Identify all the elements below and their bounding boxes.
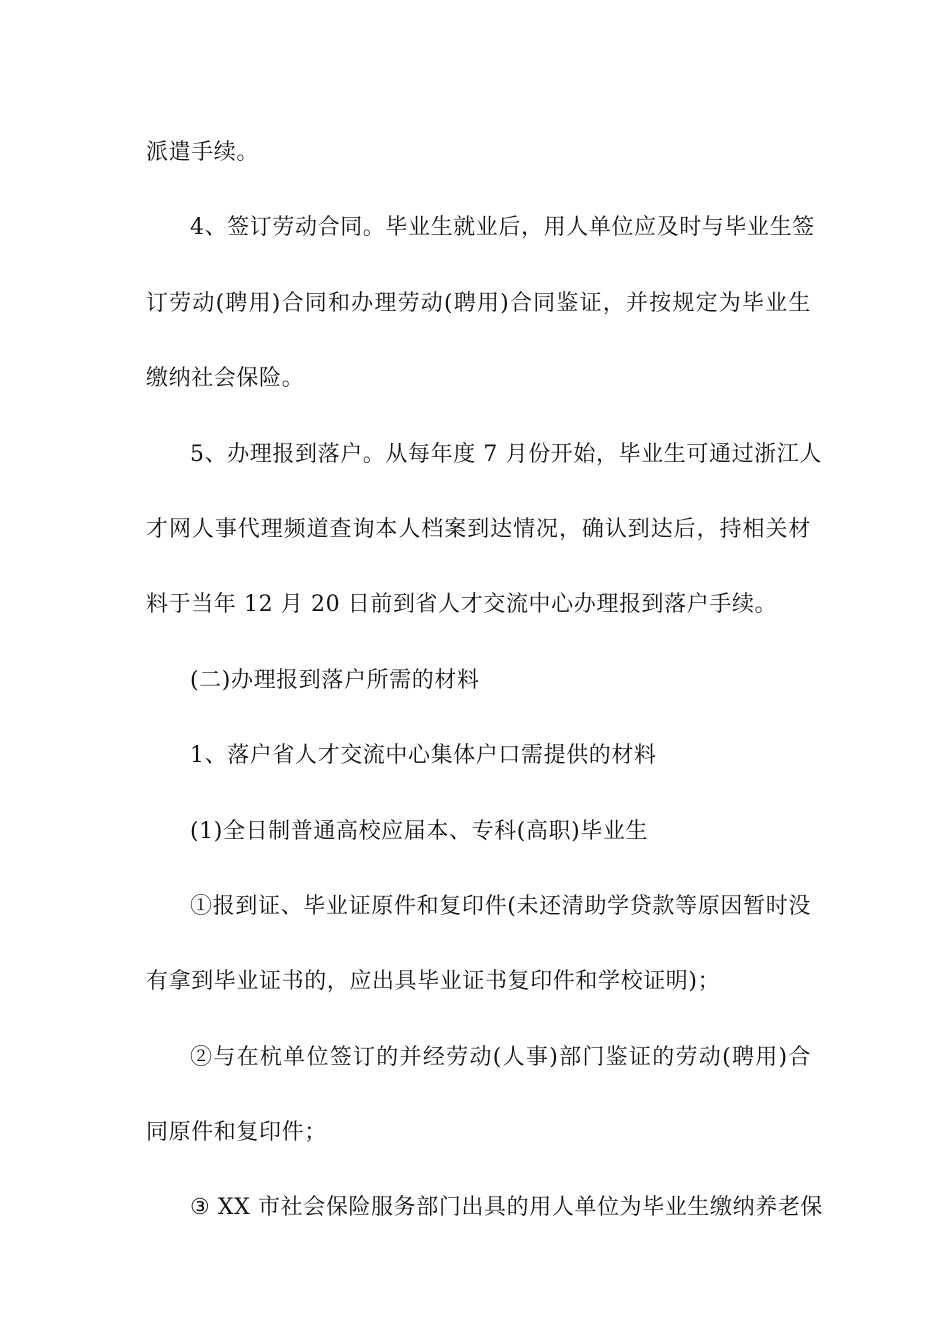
section-heading: (二)办理报到落户所需的材料 bbox=[190, 667, 480, 693]
subsection-heading: 1、落户省人才交流中心集体户口需提供的材料 bbox=[190, 743, 657, 769]
list-item: ①报到证、毕业证原件和复印件(未还清助学贷款等原因暂时没 bbox=[190, 893, 811, 919]
text-line: 派遣手续。 bbox=[146, 140, 260, 165]
text-line: 订劳动(聘用)合同和办理劳动(聘用)合同鉴证，并按规定为毕业生 bbox=[146, 290, 811, 316]
text-line: 才网人事代理频道查询本人档案到达情况，确认到达后，持相关材 bbox=[146, 516, 811, 542]
list-item: ②与在杭单位签订的并经劳动(人事)部门鉴证的劳动(聘用)合 bbox=[190, 1044, 811, 1070]
text-line: 缴纳社会保险。 bbox=[146, 366, 305, 392]
paragraph-registration: 5、办理报到落户。从每年度 7 月份开始，毕业生可通过浙江人 bbox=[190, 441, 822, 467]
text-line: 料于当年 12 月 20 日前到省人才交流中心办理报到落户手续。 bbox=[146, 592, 778, 618]
paragraph-signing-contract: 4、签订劳动合同。毕业生就业后，用人单位应及时与毕业生签 bbox=[190, 215, 815, 241]
list-item: ③ XX 市社会保险服务部门出具的用人单位为毕业生缴纳养老保 bbox=[190, 1195, 824, 1221]
document-body bbox=[146, 115, 824, 1246]
text-line: 同原件和复印件； bbox=[146, 1120, 327, 1146]
text-line: 有拿到毕业证书的，应出具毕业证书复印件和学校证明)； bbox=[146, 969, 721, 995]
list-item-heading: (1)全日制普通高校应届本、专科(高职)毕业生 bbox=[190, 818, 649, 844]
